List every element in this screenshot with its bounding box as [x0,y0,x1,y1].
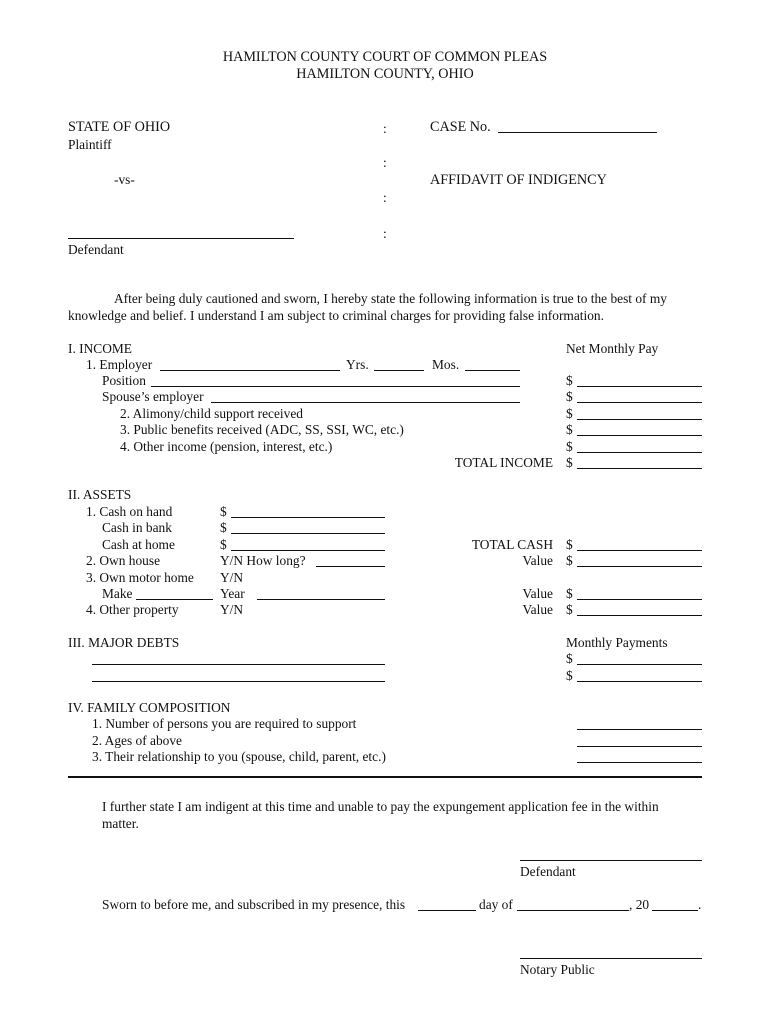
total-cash-label: TOTAL CASH [471,537,553,552]
other-property-value-field[interactable] [577,615,702,616]
cash-at-home-field[interactable] [231,550,385,551]
intro-line-1: After being duly cautioned and sworn, I hereby state the following information is true to the best of my [114,291,667,306]
spouse-pay-field[interactable] [577,402,702,403]
case-number-field[interactable] [498,132,657,133]
motor-home-value-field[interactable] [577,599,702,600]
debt-1-field[interactable] [92,664,385,665]
assets-heading: II. ASSETS [68,487,132,502]
relationship-field[interactable] [577,762,702,763]
dollar-sign: $ [566,455,573,470]
house-value-field[interactable] [577,566,702,567]
total-income-field[interactable] [577,468,702,469]
own-house-yn-label: Y/N How long? [220,553,306,568]
dollar-sign: $ [566,406,573,421]
dollar-sign: $ [566,537,573,552]
dollar-sign: $ [566,668,573,683]
plaintiff-name: STATE OF OHIO [68,119,171,135]
year-prefix-label: , 20 [629,897,650,912]
other-property-value-label: Value [522,602,553,617]
sworn-month-field[interactable] [517,910,629,911]
position-field[interactable] [151,386,520,387]
year-label: Year [220,586,245,601]
dollar-sign: $ [566,602,573,617]
ages-field[interactable] [577,746,702,747]
cash-on-hand-field[interactable] [231,517,385,518]
cash-at-home-label: Cash at home [102,537,175,552]
family-heading: IV. FAMILY COMPOSITION [68,700,231,715]
caption-colon: : [383,226,387,241]
motor-home-value-label: Value [522,586,553,601]
house-value-label: Value [522,553,553,568]
total-cash-field[interactable] [577,550,702,551]
position-label: Position [102,373,146,388]
motor-home-yn-label: Y/N [220,570,244,585]
dollar-sign: $ [566,439,573,454]
defendant-signature-field[interactable] [520,860,702,861]
caption-colon: : [383,190,387,205]
employer-label: 1. Employer [86,357,153,372]
dollar-sign: $ [566,586,573,601]
sworn-prefix: Sworn to before me, and subscribed in my presence, this [102,897,406,912]
public-benefits-field[interactable] [577,435,702,436]
dollar-sign: $ [566,553,573,568]
net-monthly-pay-header: Net Monthly Pay [566,341,659,356]
document-title: AFFIDAVIT OF INDIGENCY [430,172,607,188]
employer-pay-field[interactable] [577,386,702,387]
case-number-label: CASE No. [430,119,491,135]
employer-field[interactable] [160,370,340,371]
dollar-sign: $ [566,373,573,388]
cash-on-hand-label: 1. Cash on hand [86,504,173,519]
make-field[interactable] [136,599,213,600]
dollar-sign: $ [220,537,227,552]
other-income-label: 4. Other income (pension, interest, etc.) [120,439,333,454]
other-property-yn-label: Y/N [220,602,244,617]
sworn-year-field[interactable] [652,910,698,911]
court-name: HAMILTON COUNTY COURT OF COMMON PLEAS [222,49,548,65]
dollar-sign: $ [566,389,573,404]
make-label: Make [102,586,133,601]
defendant-signature-label: Defendant [520,864,576,879]
sworn-period: . [698,897,702,912]
debts-heading: III. MAJOR DEBTS [68,635,180,650]
plaintiff-label: Plaintiff [68,137,112,152]
own-house-duration-field[interactable] [316,566,385,567]
dollar-sign: $ [566,422,573,437]
family-item-1: 1. Number of persons you are required to support [92,716,357,731]
other-property-label: 4. Other property [86,602,179,617]
versus-label: -vs- [114,172,135,187]
monthly-payments-header: Monthly Payments [566,635,668,650]
income-heading: I. INCOME [68,341,132,356]
sworn-day-field[interactable] [418,910,476,911]
years-label: Yrs. [346,357,369,372]
debt-1-payment-field[interactable] [577,664,702,665]
total-income-label: TOTAL INCOME [454,455,553,470]
statement-line-2: matter. [102,816,139,831]
family-item-3: 3. Their relationship to you (spouse, child, parent, etc.) [92,749,386,764]
defendant-name-field[interactable] [68,238,294,239]
dollar-sign: $ [566,651,573,666]
public-benefits-label: 3. Public benefits received (ADC, SS, SSI, WC, etc.) [120,422,404,437]
defendant-label: Defendant [68,242,124,257]
dollar-sign: $ [220,520,227,535]
notary-public-label: Notary Public [520,962,595,977]
cash-in-bank-field[interactable] [231,533,385,534]
county-name: HAMILTON COUNTY, OHIO [296,66,474,82]
debt-2-payment-field[interactable] [577,681,702,682]
spouse-employer-label: Spouse’s employer [102,389,204,404]
own-house-label: 2. Own house [86,553,161,568]
own-motor-home-label: 3. Own motor home [86,570,194,585]
debt-2-field[interactable] [92,681,385,682]
cash-in-bank-label: Cash in bank [102,520,172,535]
caption-colon: : [383,155,387,170]
alimony-label: 2. Alimony/child support received [120,406,303,421]
section-divider [68,776,702,778]
months-label: Mos. [432,357,460,372]
other-income-field[interactable] [577,452,702,453]
alimony-field[interactable] [577,419,702,420]
year-field[interactable] [257,599,385,600]
intro-line-2: knowledge and belief. I understand I am subject to criminal charges for providing false information. [68,308,604,323]
notary-signature-field[interactable] [520,958,702,959]
dollar-sign: $ [220,504,227,519]
years-field[interactable] [374,370,424,371]
family-item-2: 2. Ages of above [92,733,182,748]
statement-line-1: I further state I am indigent at this time and unable to pay the expungement application fee in the within [102,799,659,814]
day-of-label: day of [479,897,513,912]
spouse-employer-field[interactable] [211,402,520,403]
persons-supported-field[interactable] [577,729,702,730]
caption-colon: : [383,121,387,136]
months-field[interactable] [465,370,520,371]
